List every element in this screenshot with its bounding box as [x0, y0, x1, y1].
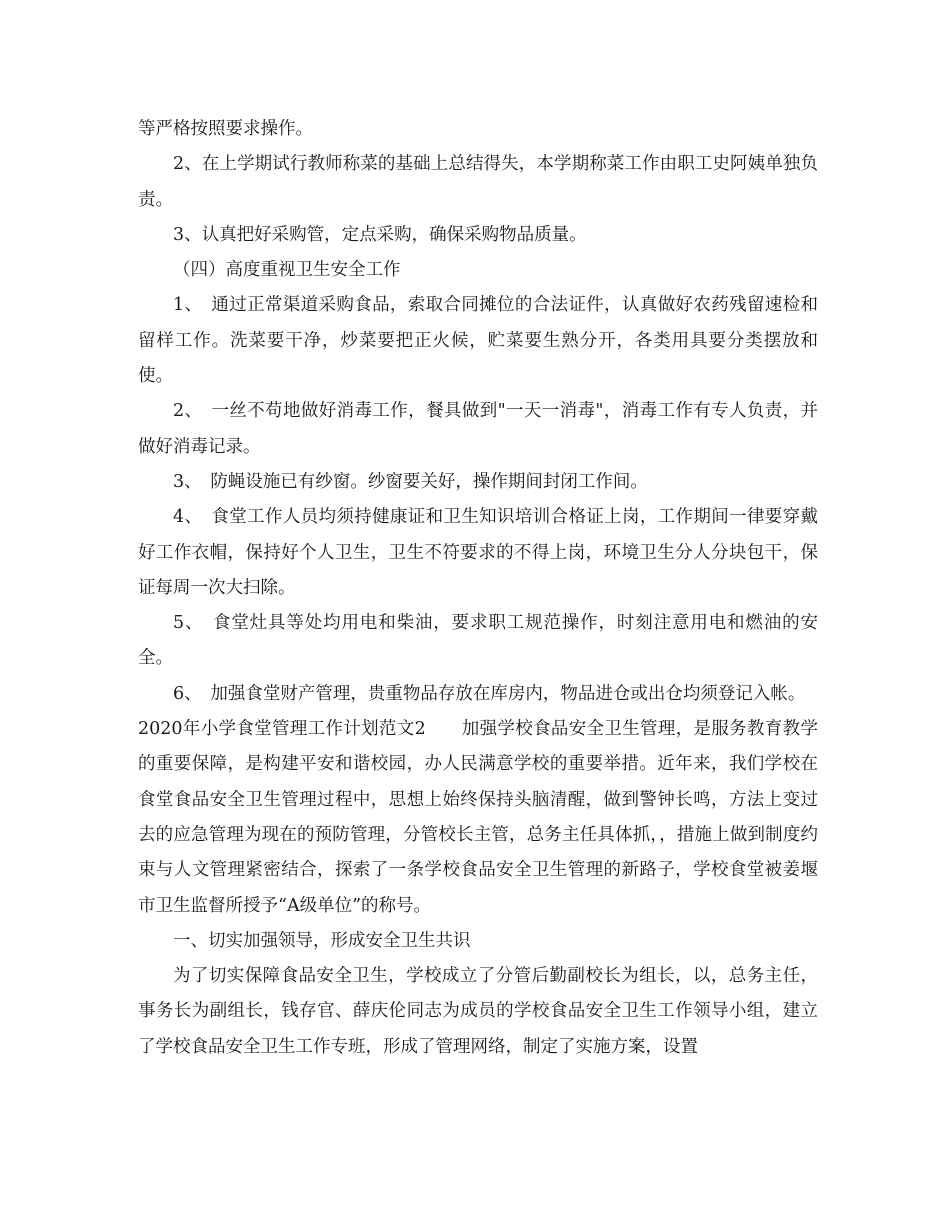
- paragraph: 为了切实保障食品安全卫生，学校成立了分管后勤副校长为组长，以，总务主任，事务长为副组长，钱存官、薛庆伦同志为成员的学校食品安全卫生工作领导小组，建立了学校食品安全卫生工作专班，形成了管理网络，制定了实施方案，设置: [138, 966, 818, 1057]
- paragraph: 3、认真把好采购管，定点采购，确保采购物品质量。: [173, 224, 587, 245]
- paragraph: 等严格按照要求操作。: [138, 119, 313, 139]
- paragraph: 3、 防蝇设施已有纱窗。纱窗要关好，操作期间封闭工作间。: [173, 471, 648, 492]
- paragraph: 2、 一丝不苟地做好消毒工作，餐具做到"一天一消毒"，消毒工作有专人负责，并做好消毒记录。: [138, 401, 818, 457]
- paragraph: 一、切实加强领导，形成安全卫生共识: [173, 930, 471, 951]
- paragraph: 5、 食堂灶具等处均用电和柴油，要求职工规范操作，时刻注意用电和燃油的安全。: [138, 613, 818, 669]
- paragraph: （四）高度重视卫生安全工作: [173, 260, 401, 281]
- paragraph: 2020年小学食堂管理工作计划范文2 加强学校食品安全卫生管理，是服务教育教学的重要保障，是构建平安和谐校园，办人民满意学校的重要举措。近年来，我们学校在食堂食品安全卫生管理过程中，思想上始终保持头脑清醒，做到警钟长鸣，方法上变过去的应急管理为现在的预防管理，分管校长主管，总务主任具体抓，，措施上做到制度约束与人文管理紧密结合，探索了一条学校食品安全卫生管理的新路子，学校食堂被姜堰市卫生监督所授予“A级单位”的称号。: [138, 719, 818, 916]
- document-body: [138, 112, 818, 1065]
- paragraph: 2、在上学期试行教师称菜的基础上总结得失，本学期称菜工作由职工史阿姨单独负责。: [138, 154, 818, 210]
- paragraph: 4、 食堂工作人员均须持健康证和卫生知识培训合格证上岗，工作期间一律要穿戴好工作衣帽，保持好个人卫生，卫生不符要求的不得上岗，环境卫生分人分块包干，保证每周一次大扫除。: [138, 507, 818, 598]
- paragraph: 6、 加强食堂财产管理，贵重物品存放在库房内，物品进仓或出仓均须登记入帐。: [173, 683, 806, 704]
- paragraph: 1、 通过正常渠道采购食品，索取合同摊位的合法证件，认真做好农药残留速检和留样工作。洗菜要干净，炒菜要把正火候，贮菜要生熟分开，各类用具要分类摆放和使。: [138, 295, 818, 387]
